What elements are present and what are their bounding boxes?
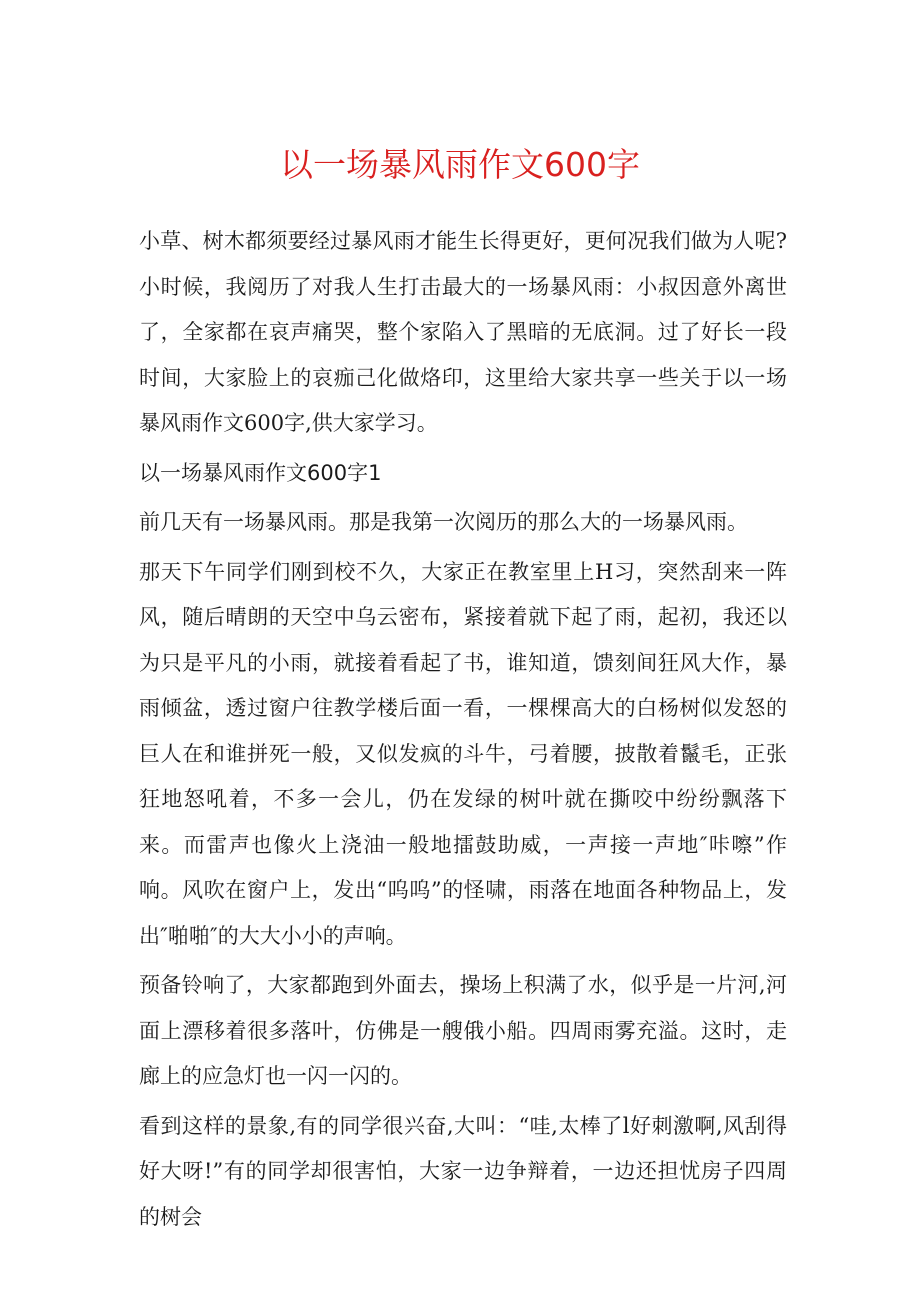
document-title: 以一场暴风雨作文600字 [280,145,640,184]
body-paragraph: 那天下午同学们刚到校不久，大家正在教室里上H习，突然刮来一阵风，随后晴朗的天空中乌云密布，紧接着就下起了雨，起初，我还以为只是平凡的小雨，就接着看起了书，谁知道，馈刻间狂风大作，暴雨倾盆，透过窗户往教学楼后面一看，一棵棵高大的白杨树似发怒的巨人在和谁拼死一般，又似发疯的斗牛，弓着腰，披散着鬣毛，正张狂地怒吼着，不多一会儿，仍在发绿的树叶就在撕咬中纷纷飘落下来。而雷声也像火上浇油一般地擂鼓助威，一声接一声地″咔嚓”作响。风吹在窗户上，发出“呜呜”的怪啸，雨落在地面各种物品上，发出″啪啪″的大大小小的声响。 [139,559,787,948]
body-paragraph: 前几天有一场暴风雨。那是我第一次阅历的那么大的一场暴风雨。 [139,510,748,534]
document-body [139,219,787,1240]
intro-paragraph: 小草、树木都须要经过暴风雨才能生长得更好，更何况我们做为人呢?小时候，我阅历了对我人生打击最大的一场暴风雨：小叔因意外离世了，全家都在哀声痛哭，整个家陷入了黑暗的无底洞。过了好长一段时间，大家脸上的哀痂己化做烙印，这里给大家共享一些关于以一场暴风雨作文600字,供大家学习。 [139,229,787,435]
body-paragraph: 看到这样的景象,有的同学很兴奋,大叫：“哇,太棒了l好刺激啊,风刮得好大呀!”有的同学却很害怕，大家一边争辩着，一边还担忧房子四周的树会 [139,1113,787,1229]
section-heading: 以一场暴风雨作文600字1 [139,460,382,485]
body-paragraph: 预备铃响了，大家都跑到外面去，操场上积满了水，似乎是一片河,河面上漂移着很多落叶，仿佛是一艘俄小船。四周雨雾充溢。这时，走廊上的应急灯也一闪一闪的。 [139,973,787,1088]
